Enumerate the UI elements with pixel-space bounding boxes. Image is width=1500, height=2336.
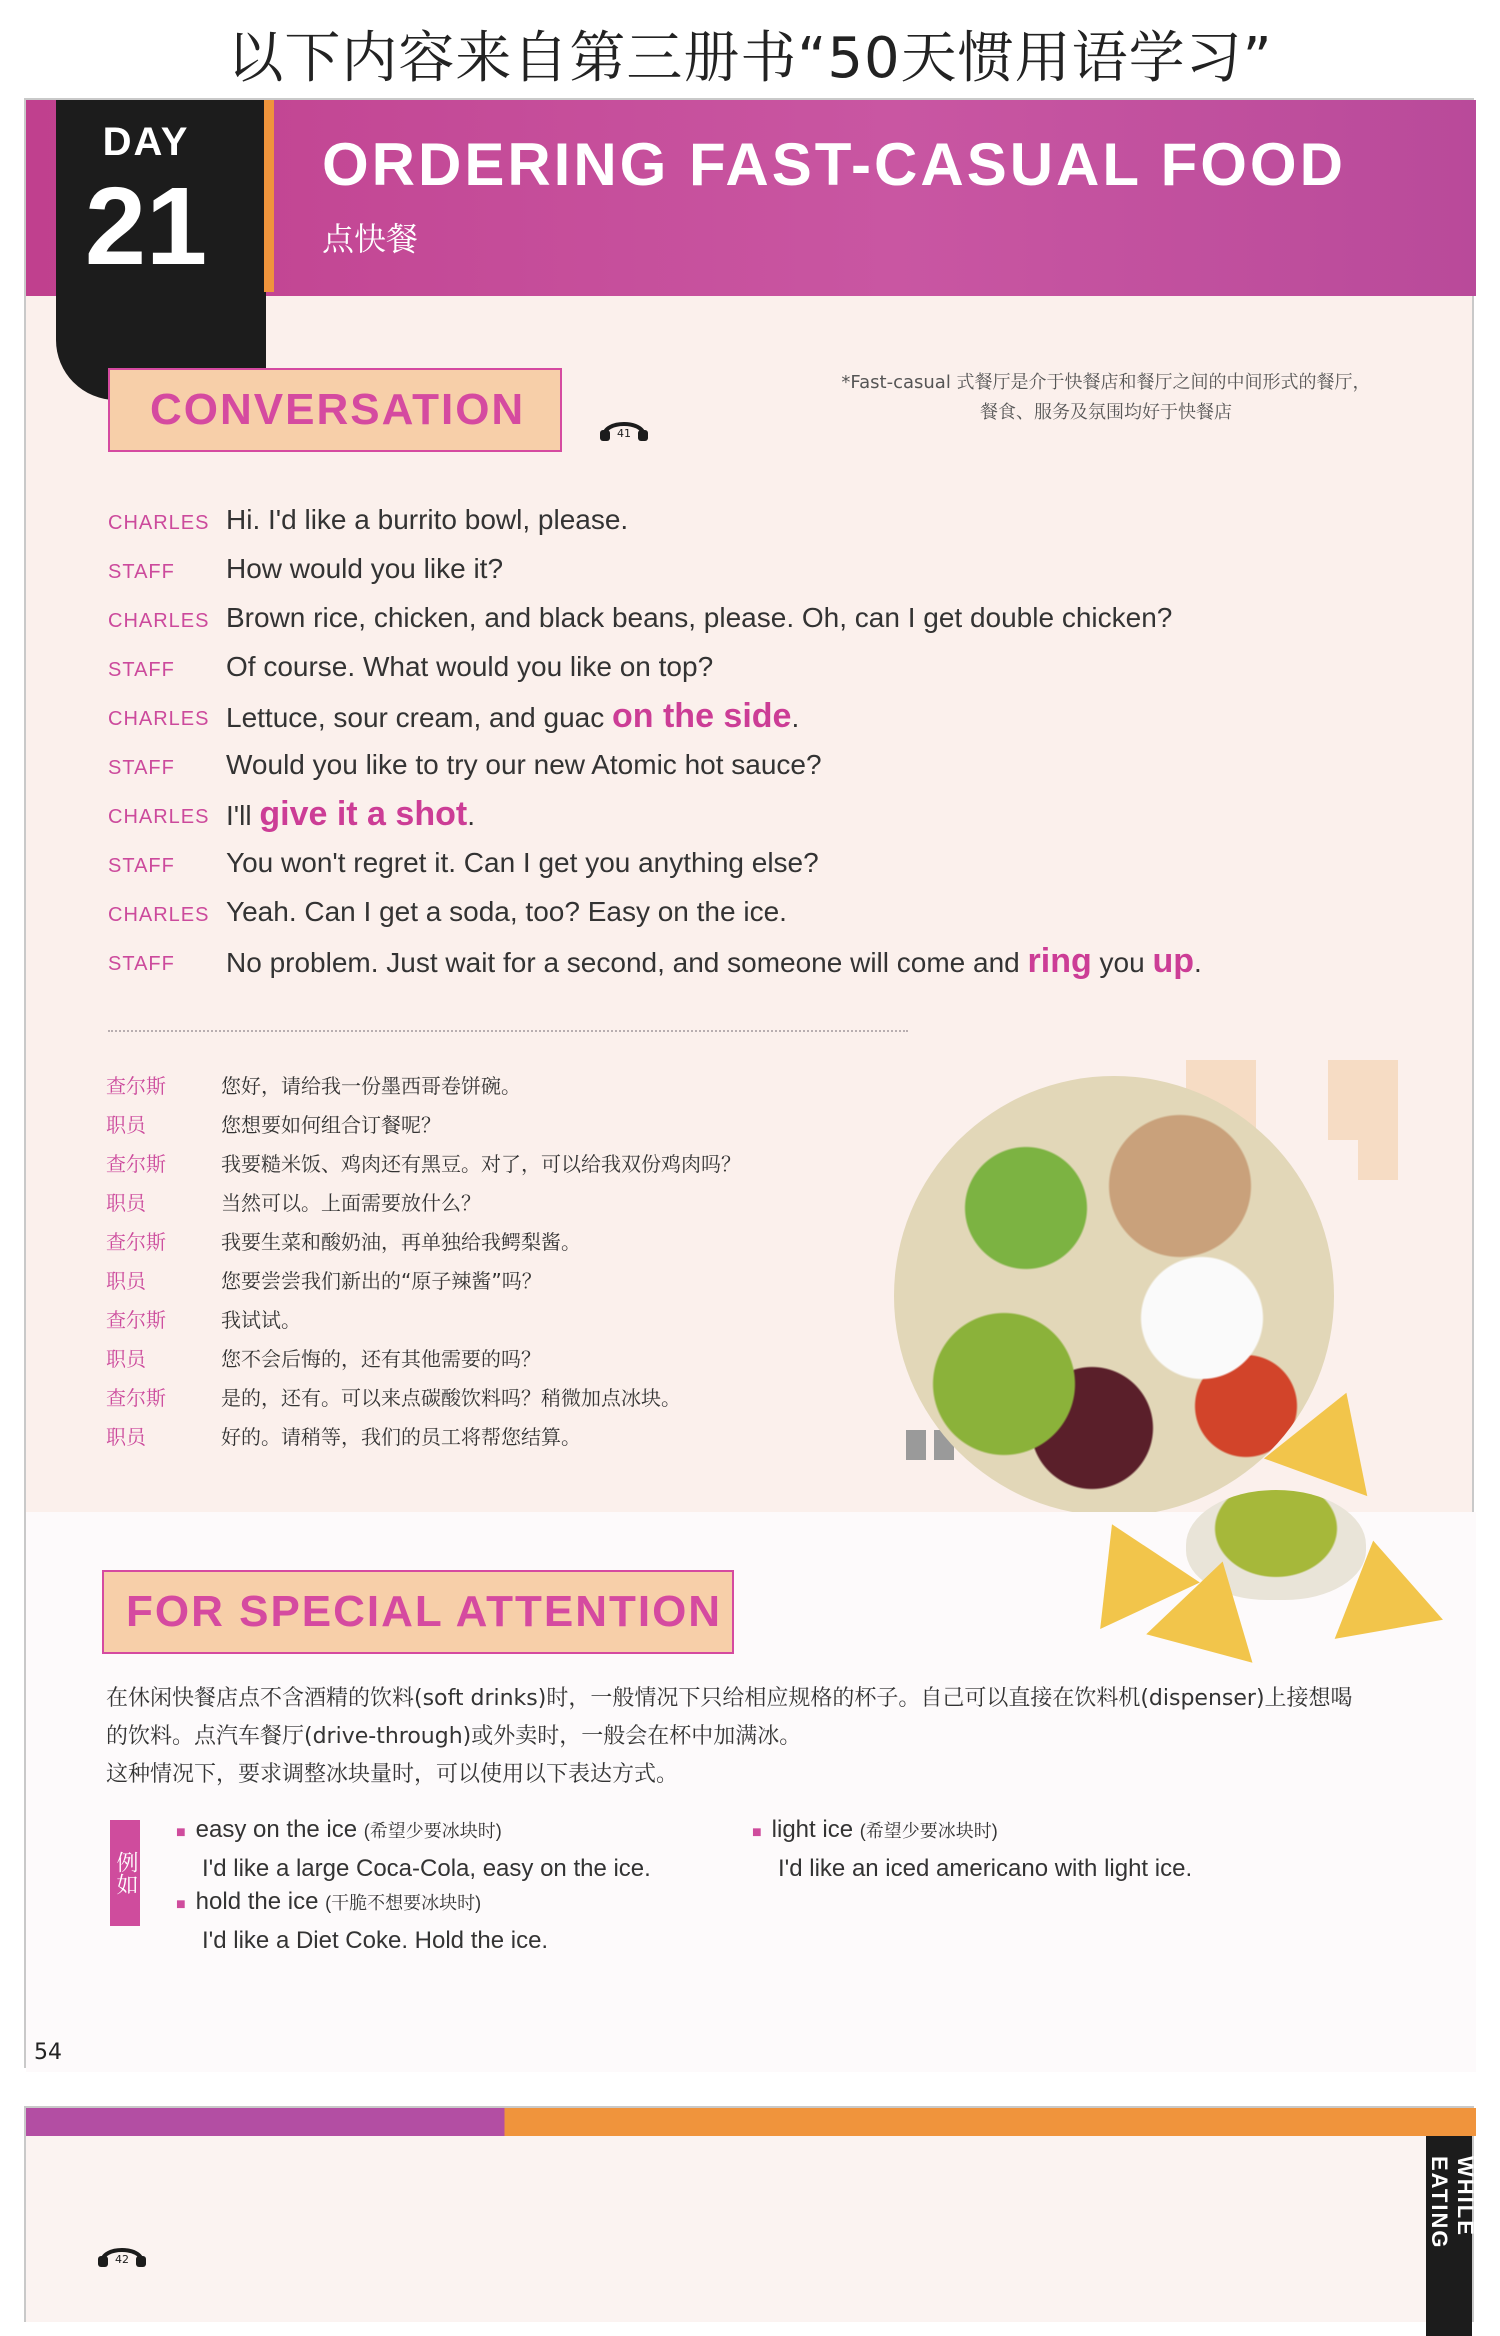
utterance-text: Brown rice, chicken, and black beans, please. Oh, can I get double chicken? (226, 602, 1173, 633)
example-tag: 例如 (110, 1820, 140, 1926)
day-label: DAY (102, 120, 190, 164)
speaker-label: CHARLES (108, 512, 210, 534)
special-text-line-3: 这种情况下，要求调整冰块量时，可以使用以下表达方式。 (106, 1762, 679, 1787)
speaker-label: STAFF (108, 953, 175, 975)
dialog-utterance (226, 500, 628, 540)
day-tab-accent (264, 100, 274, 292)
translation-text: 您不会后悔的，还有其他需要的吗？ (221, 1347, 541, 1371)
translation-speaker: 职员 (106, 1269, 146, 1293)
utterance-text: . (791, 702, 800, 733)
dialog-line (108, 941, 1408, 990)
conversation-heading-box (108, 368, 562, 452)
dialog-line (108, 843, 1408, 892)
bullet-icon: ■ (176, 1824, 186, 1841)
translation-text: 我要糙米饭、鸡肉还有黑豆。对了，可以给我双份鸡肉吗？ (221, 1152, 741, 1176)
translation-text: 我要生菜和酸奶油，再单独给我鳄梨酱。 (221, 1230, 581, 1254)
dialog-utterance (226, 549, 503, 589)
speaker-label: STAFF (108, 659, 175, 681)
side-tab-label: WHILE EATING (1427, 2156, 1478, 2250)
example-phrase: hold the ice (195, 1888, 319, 1915)
translation-speaker: 查尔斯 (106, 1230, 166, 1254)
page-title: ORDERING FAST-CASUAL FOOD (322, 131, 1346, 198)
fast-casual-note (786, 368, 1426, 428)
highlighted-expression: on the side (612, 697, 792, 735)
special-text-line-2: 的饮料。点汽车餐厅(drive-through)或外卖时，一般会在杯中加满冰。 (106, 1724, 802, 1749)
highlighted-expression: give it a shot (259, 795, 468, 833)
dialog-utterance (226, 892, 787, 932)
page-subtitle: 点快餐 (322, 220, 419, 258)
translation-text: 您要尝尝我们新出的“原子辣酱”吗？ (221, 1269, 542, 1293)
example-sentence: I'd like a large Coca-Cola, easy on the ice. (202, 1855, 651, 1882)
english-dialog (108, 500, 1408, 990)
dialog-utterance (226, 598, 1172, 638)
translation-text: 您想要如何组合订餐呢？ (221, 1113, 441, 1137)
speaker-label: CHARLES (108, 708, 210, 730)
special-attention-heading-box (102, 1570, 734, 1654)
translation-text: 当然可以。上面需要放什么？ (221, 1191, 481, 1215)
day-tab (56, 100, 266, 400)
audio-track-icon[interactable] (598, 412, 650, 442)
utterance-text: Hi. I'd like a burrito bowl, please. (226, 504, 629, 535)
translation-speaker: 查尔斯 (106, 1074, 166, 1098)
dialog-line (108, 598, 1408, 647)
translation-line (106, 1109, 926, 1148)
speaker-label: CHARLES (108, 904, 210, 926)
dialog-utterance (226, 745, 822, 785)
translation-line (106, 1265, 926, 1304)
highlighted-expression: up (1152, 942, 1194, 980)
special-text-line-1: 在休闲快餐店点不含酒精的饮料(soft drinks)时，一般情况下只给相应规格的杯子。自己可以直接在饮料机(dispenser)上接想喝 (106, 1686, 1353, 1711)
translation-speaker: 查尔斯 (106, 1152, 166, 1176)
note-line-2: 餐食、服务及氛围均好于快餐店 (980, 402, 1232, 423)
special-attention-heading: FOR SPECIAL ATTENTION (126, 1587, 723, 1636)
utterance-text: No problem. Just wait for a second, and someone will come and (226, 947, 1028, 978)
speaker-label: STAFF (108, 855, 175, 877)
example-note: (希望少要冰块时) (859, 1821, 998, 1841)
highlighted-expression: ring (1027, 942, 1092, 980)
dialog-line (108, 745, 1408, 794)
utterance-text: Would you like to try our new Atomic hot sauce? (226, 749, 822, 780)
speaker-label: CHARLES (108, 610, 210, 632)
dialog-utterance (226, 647, 713, 687)
bullet-icon: ■ (752, 1824, 762, 1841)
dialog-utterance (226, 941, 1202, 983)
example-sentence: I'd like a Diet Coke. Hold the ice. (202, 1927, 549, 1954)
utterance-text: . (467, 800, 475, 831)
translation-speaker: 职员 (106, 1425, 146, 1449)
utterance-text: Lettuce, sour cream, and guac (226, 702, 612, 733)
next-page-header-band (26, 2108, 1476, 2136)
bullet-icon: ■ (176, 1896, 186, 1913)
translation-speaker: 查尔斯 (106, 1308, 166, 1332)
translation-speaker: 职员 (106, 1191, 146, 1215)
day-number: 21 (84, 165, 208, 288)
translation-text: 好的。请稍等，我们的员工将帮您结算。 (221, 1425, 581, 1449)
translation-text: 是的，还有。可以来点碳酸饮料吗？稍微加点冰块。 (221, 1386, 681, 1410)
translation-text: 我试试。 (221, 1308, 301, 1332)
example-phrase: light ice (771, 1816, 854, 1843)
dialog-utterance (226, 843, 819, 883)
speaker-label: CHARLES (108, 806, 210, 828)
image-caption: 以下内容来自第三册书“50天惯用语学习” (227, 26, 1273, 91)
translation-line (106, 1226, 926, 1265)
audio-track-number: 41 (617, 427, 631, 440)
translation-speaker: 职员 (106, 1113, 146, 1137)
translation-speaker: 查尔斯 (106, 1386, 166, 1410)
example-note: (希望少要冰块时) (363, 1821, 502, 1841)
note-line-1: *Fast-casual 式餐厅是介于快餐店和餐厅之间的中间形式的餐厅， (841, 372, 1371, 393)
translation-line (106, 1421, 926, 1460)
dialog-line (108, 549, 1408, 598)
example-phrase: easy on the ice (195, 1816, 358, 1843)
utterance-text: You won't regret it. Can I get you anything else? (226, 847, 819, 878)
example-note: (干脆不想要冰块时) (325, 1893, 482, 1913)
audio-track-number: 42 (115, 2253, 129, 2266)
translation-line (106, 1187, 926, 1226)
book-page-54 (24, 98, 1474, 2068)
utterance-text: you (1091, 947, 1153, 978)
utterance-text: . (1193, 947, 1202, 978)
dialog-line (108, 647, 1408, 696)
conversation-heading: CONVERSATION (150, 385, 526, 434)
chinese-translation (106, 1070, 926, 1460)
translation-line (106, 1343, 926, 1382)
tortilla-chip-image (1319, 1531, 1443, 1639)
dialog-line (108, 794, 1408, 843)
translation-text: 您好，请给我一份墨西哥卷饼碗。 (221, 1074, 521, 1098)
page-number: 54 (34, 2040, 62, 2065)
translation-speaker: 职员 (106, 1347, 146, 1371)
special-attention-text (106, 1680, 1436, 1794)
speaker-label: STAFF (108, 561, 175, 583)
utterance-text: I'll (226, 800, 260, 831)
side-tab (1426, 2136, 1478, 2336)
dialog-line (108, 500, 1408, 549)
translation-line (106, 1148, 926, 1187)
dialog-line (108, 892, 1408, 941)
translation-line (106, 1382, 926, 1421)
translation-line (106, 1304, 926, 1343)
next-book-page (24, 2106, 1478, 2322)
dialog-divider (108, 1030, 908, 1032)
dialog-utterance (226, 696, 799, 738)
utterance-text: Yeah. Can I get a soda, too? Easy on the ice. (226, 896, 787, 927)
example-sentence: I'd like an iced americano with light ice. (778, 1855, 1193, 1882)
example-item (176, 1884, 548, 1959)
example-item (752, 1812, 1192, 1887)
speaker-label: STAFF (108, 757, 175, 779)
utterance-text: Of course. What would you like on top? (226, 651, 714, 682)
translation-line (106, 1070, 926, 1109)
example-item (176, 1812, 651, 1887)
dialog-utterance (226, 794, 475, 836)
utterance-text: How would you like it? (226, 553, 504, 584)
audio-track-icon[interactable] (96, 2238, 148, 2268)
dialog-line (108, 696, 1408, 745)
